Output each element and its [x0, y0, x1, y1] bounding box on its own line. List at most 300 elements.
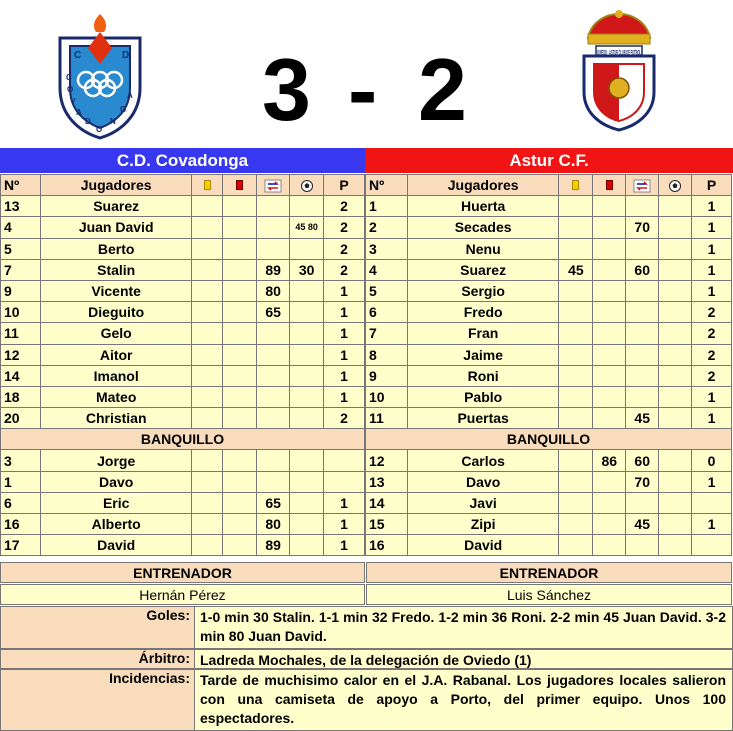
- goal-minute: [659, 471, 692, 492]
- player-number: 6: [1, 492, 41, 513]
- points-header: P: [692, 175, 732, 196]
- table-row: [1, 535, 365, 556]
- score-separator: -: [348, 40, 378, 139]
- player-name: Carlos: [407, 450, 559, 471]
- bench-label: BANQUILLO: [366, 429, 732, 450]
- red-card-minute: [593, 196, 626, 217]
- player-number: 4: [1, 217, 41, 238]
- home-score: 3: [262, 40, 311, 139]
- red-header: [593, 175, 626, 196]
- goal-minute: [659, 323, 692, 344]
- substitution-icon: [634, 180, 650, 192]
- red-card-minute: [593, 514, 626, 535]
- astur-crest-icon: [578, 8, 660, 133]
- red-card-minute: [593, 386, 626, 407]
- player-number: 9: [366, 365, 408, 386]
- yellow-card-minute: [192, 492, 223, 513]
- yellow-card-minute: [192, 323, 223, 344]
- away-roster-table: [365, 174, 732, 556]
- yellow-card-minute: [192, 535, 223, 556]
- goal-minute: [290, 323, 324, 344]
- table-row: [366, 471, 732, 492]
- player-name: Javi: [407, 492, 559, 513]
- player-number: 8: [366, 344, 408, 365]
- home-coach-name: Hernán Pérez: [0, 584, 365, 605]
- player-name: Stalin: [40, 259, 192, 280]
- table-row: [1, 386, 365, 407]
- substitution-minute: [626, 323, 659, 344]
- yellow-card-minute: [192, 302, 223, 323]
- table-row: [1, 196, 365, 217]
- table-row: [1, 238, 365, 259]
- red-card-minute: [223, 344, 257, 365]
- player-number: 4: [366, 259, 408, 280]
- substitution-minute: [257, 386, 290, 407]
- yellow-card-icon: [572, 180, 579, 190]
- player-name: Roni: [407, 365, 559, 386]
- red-card-minute: [223, 196, 257, 217]
- player-name: David: [407, 535, 559, 556]
- goal-minute: [659, 535, 692, 556]
- crest-letter: A: [76, 108, 82, 117]
- substitution-minute: [626, 302, 659, 323]
- goal-minute: [290, 408, 324, 429]
- table-row: [1, 280, 365, 301]
- goal-minute: [659, 302, 692, 323]
- player-number: 6: [366, 302, 408, 323]
- goal-minute: [659, 259, 692, 280]
- yellow-card-minute: [192, 471, 223, 492]
- player-name: Davo: [407, 471, 559, 492]
- substitution-minute: 45: [626, 408, 659, 429]
- table-row: [366, 450, 732, 471]
- player-points: 2: [692, 344, 732, 365]
- yellow-card-minute: [559, 471, 593, 492]
- yellow-card-minute: [559, 344, 593, 365]
- table-row: [1, 365, 365, 386]
- player-name: Juan David: [40, 217, 192, 238]
- goal-minute: [290, 514, 324, 535]
- crest-letter: C: [74, 50, 82, 61]
- number-header: Nº: [366, 175, 408, 196]
- player-number: 17: [1, 535, 41, 556]
- player-number: 10: [1, 302, 41, 323]
- player-number: 7: [1, 259, 41, 280]
- crest-text: OVIEDO · ASTUR CLUB DE FUTBOL: [597, 50, 642, 57]
- number-header: Nº: [1, 175, 41, 196]
- table-row: [1, 514, 365, 535]
- goal-minute: [659, 365, 692, 386]
- substitution-minute: 45: [626, 514, 659, 535]
- table-row: [366, 492, 732, 513]
- substitution-minute: [257, 365, 290, 386]
- substitution-minute: 70: [626, 217, 659, 238]
- away-score: 2: [418, 40, 467, 139]
- player-number: 10: [366, 386, 408, 407]
- table-row: [366, 323, 732, 344]
- table-row: [1, 492, 365, 513]
- yellow-card-minute: [559, 196, 593, 217]
- yellow-card-minute: [559, 302, 593, 323]
- substitution-minute: [626, 535, 659, 556]
- yellow-card-minute: [559, 280, 593, 301]
- points-header: P: [324, 175, 365, 196]
- referee-row: [0, 649, 733, 669]
- player-points: 1: [692, 196, 732, 217]
- substitution-minute: 89: [257, 535, 290, 556]
- player-name: Berto: [40, 238, 192, 259]
- player-number: 13: [1, 196, 41, 217]
- substitution-minute: [626, 386, 659, 407]
- player-name: Suarez: [40, 196, 192, 217]
- player-points: 1: [324, 535, 365, 556]
- player-number: 16: [1, 514, 41, 535]
- player-points: 2: [692, 365, 732, 386]
- match-header: [0, 0, 733, 147]
- player-points: [324, 450, 365, 471]
- player-points: 1: [692, 514, 732, 535]
- goal-minute: [290, 471, 324, 492]
- player-points: 1: [692, 238, 732, 259]
- yellow-card-minute: [559, 535, 593, 556]
- player-number: 13: [366, 471, 408, 492]
- incidents-label: Incidencias:: [1, 670, 195, 730]
- yellow-card-minute: [192, 217, 223, 238]
- substitution-minute: 80: [257, 514, 290, 535]
- yellow-card-icon: [204, 180, 211, 190]
- player-number: 5: [366, 280, 408, 301]
- player-name: Davo: [40, 471, 192, 492]
- player-name: David: [40, 535, 192, 556]
- player-number: 18: [1, 386, 41, 407]
- substitution-minute: [257, 196, 290, 217]
- player-name: Gelo: [40, 323, 192, 344]
- player-points: 1: [324, 492, 365, 513]
- player-points: 1: [324, 302, 365, 323]
- red-card-minute: [593, 365, 626, 386]
- table-row: [1, 217, 365, 238]
- substitution-minute: [257, 450, 290, 471]
- player-name: Secades: [407, 217, 559, 238]
- player-name: Pablo: [407, 386, 559, 407]
- table-row: [366, 217, 732, 238]
- table-row: [366, 302, 732, 323]
- substitution-minute: 60: [626, 259, 659, 280]
- yellow-card-minute: [559, 323, 593, 344]
- substitution-minute: 60: [626, 450, 659, 471]
- player-points: 1: [324, 280, 365, 301]
- red-card-minute: 86: [593, 450, 626, 471]
- player-points: 1: [324, 344, 365, 365]
- goal-minute: [659, 492, 692, 513]
- yellow-card-minute: [192, 386, 223, 407]
- goal-minute: [290, 365, 324, 386]
- goal-minute: [290, 280, 324, 301]
- player-name: Christian: [40, 408, 192, 429]
- table-row: [366, 535, 732, 556]
- red-card-minute: [593, 535, 626, 556]
- red-card-minute: [223, 217, 257, 238]
- yellow-card-minute: [192, 196, 223, 217]
- player-points: 2: [324, 408, 365, 429]
- red-card-minute: [593, 323, 626, 344]
- player-points: 1: [692, 386, 732, 407]
- goal-minute: [290, 535, 324, 556]
- player-points: 1: [324, 365, 365, 386]
- covadonga-crest-icon: [52, 8, 148, 140]
- player-points: 1: [692, 280, 732, 301]
- yellow-card-minute: 45: [559, 259, 593, 280]
- substitution-minute: [257, 471, 290, 492]
- table-row: [366, 514, 732, 535]
- crest-letter: C: [66, 73, 72, 82]
- yellow-card-minute: [192, 450, 223, 471]
- goal-minute: [290, 196, 324, 217]
- table-row: [366, 259, 732, 280]
- player-number: 3: [1, 450, 41, 471]
- incidents-value: Tarde de muchisimo calor en el J.A. Rabanal. Los jugadores locales salieron con una camiseta de apoyo a Porto, del primer equipo. Unos 100 espectadores.: [200, 672, 726, 726]
- goal-minute: 30: [290, 259, 324, 280]
- player-number: 9: [1, 280, 41, 301]
- player-name: Alberto: [40, 514, 192, 535]
- player-name: Suarez: [407, 259, 559, 280]
- goal-minute: [290, 386, 324, 407]
- red-card-minute: [593, 471, 626, 492]
- table-row: [1, 344, 365, 365]
- table-row: [366, 238, 732, 259]
- substitution-minute: [626, 238, 659, 259]
- player-name: Huerta: [407, 196, 559, 217]
- yellow-card-minute: [559, 514, 593, 535]
- red-card-minute: [223, 323, 257, 344]
- substitution-icon: [265, 180, 281, 192]
- ball-icon: [669, 180, 681, 192]
- bench-header-row: [1, 429, 365, 450]
- red-card-minute: [593, 217, 626, 238]
- substitution-minute: [257, 344, 290, 365]
- yellow-card-minute: [192, 259, 223, 280]
- away-coach-name: Luis Sánchez: [366, 584, 732, 605]
- table-row: [366, 365, 732, 386]
- player-name: Nenu: [407, 238, 559, 259]
- goals-row: [0, 606, 733, 649]
- table-row: [1, 259, 365, 280]
- yellow-card-minute: [559, 408, 593, 429]
- goals-label: Goles:: [1, 607, 195, 648]
- yellow-card-minute: [559, 492, 593, 513]
- red-header: [223, 175, 257, 196]
- player-number: 11: [366, 408, 408, 429]
- player-number: 7: [366, 323, 408, 344]
- player-number: 14: [366, 492, 408, 513]
- player-points: 2: [692, 302, 732, 323]
- goal-minute: [659, 280, 692, 301]
- red-card-minute: [223, 514, 257, 535]
- away-team-name: Astur C.F.: [365, 148, 733, 173]
- goal-minute: [290, 302, 324, 323]
- sub-header: [257, 175, 290, 196]
- player-points: 1: [324, 323, 365, 344]
- player-number: 12: [366, 450, 408, 471]
- goal-minute: 45 80: [290, 217, 324, 238]
- player-points: 0: [692, 450, 732, 471]
- player-name: Sergio: [407, 280, 559, 301]
- substitution-minute: [626, 344, 659, 365]
- goal-minute: [659, 217, 692, 238]
- player-number: 16: [366, 535, 408, 556]
- substitution-minute: [626, 196, 659, 217]
- player-points: 2: [324, 259, 365, 280]
- yellow-card-minute: [192, 365, 223, 386]
- player-points: 1: [692, 471, 732, 492]
- home-coach-label: ENTRENADOR: [0, 562, 365, 583]
- player-points: 1: [692, 217, 732, 238]
- red-card-minute: [223, 450, 257, 471]
- red-card-minute: [223, 238, 257, 259]
- crest-letter: V: [70, 97, 76, 106]
- table-row: [1, 323, 365, 344]
- table-row: [1, 408, 365, 429]
- incidents-row: [0, 669, 733, 731]
- player-number: 2: [366, 217, 408, 238]
- substitution-minute: [257, 238, 290, 259]
- player-name: Puertas: [407, 408, 559, 429]
- table-row: [1, 450, 365, 471]
- goal-minute: [659, 408, 692, 429]
- goal-minute: [659, 196, 692, 217]
- yellow-card-minute: [192, 408, 223, 429]
- red-card-minute: [223, 386, 257, 407]
- crest-letter: D: [85, 117, 91, 126]
- yellow-header: [559, 175, 593, 196]
- crest-letter: O: [96, 125, 103, 134]
- player-points: 1: [324, 386, 365, 407]
- player-points: 1: [692, 408, 732, 429]
- away-coach-label: ENTRENADOR: [366, 562, 732, 583]
- player-number: 12: [1, 344, 41, 365]
- yellow-card-minute: [559, 365, 593, 386]
- player-points: [692, 492, 732, 513]
- yellow-card-minute: [559, 450, 593, 471]
- red-card-minute: [223, 280, 257, 301]
- referee-label: Árbitro:: [1, 650, 195, 668]
- player-number: 20: [1, 408, 41, 429]
- player-name: Fredo: [407, 302, 559, 323]
- player-points: 2: [324, 238, 365, 259]
- red-card-minute: [593, 280, 626, 301]
- goal-header: [659, 175, 692, 196]
- substitution-minute: [257, 323, 290, 344]
- player-points: 1: [324, 514, 365, 535]
- red-card-minute: [593, 238, 626, 259]
- player-name: Dieguito: [40, 302, 192, 323]
- goal-minute: [290, 492, 324, 513]
- red-card-minute: [223, 492, 257, 513]
- yellow-header: [192, 175, 223, 196]
- crest-letter: N: [110, 117, 116, 126]
- red-card-minute: [223, 365, 257, 386]
- yellow-card-minute: [559, 238, 593, 259]
- red-card-minute: [593, 492, 626, 513]
- crest-letter: G: [120, 105, 127, 114]
- red-card-icon: [606, 180, 613, 190]
- player-name: Eric: [40, 492, 192, 513]
- table-row: [366, 280, 732, 301]
- home-team-name: C.D. Covadonga: [0, 148, 365, 173]
- yellow-card-minute: [192, 280, 223, 301]
- player-number: 15: [366, 514, 408, 535]
- sub-header: [626, 175, 659, 196]
- yellow-card-minute: [192, 344, 223, 365]
- player-number: 1: [1, 471, 41, 492]
- substitution-minute: 89: [257, 259, 290, 280]
- table-row: [1, 471, 365, 492]
- player-points: 2: [324, 217, 365, 238]
- substitution-minute: [257, 408, 290, 429]
- yellow-card-minute: [192, 514, 223, 535]
- substitution-minute: [257, 217, 290, 238]
- player-points: [692, 535, 732, 556]
- bench-header-row: [366, 429, 732, 450]
- player-number: 1: [366, 196, 408, 217]
- player-points: 2: [692, 323, 732, 344]
- goal-minute: [659, 450, 692, 471]
- substitution-minute: 70: [626, 471, 659, 492]
- goals-value: 1-0 min 30 Stalin. 1-1 min 32 Fredo. 1-2 min 36 Roni. 2-2 min 45 Juan David. 3-2 min 80 Juan David.: [200, 609, 726, 644]
- player-name: Imanol: [40, 365, 192, 386]
- player-name: Mateo: [40, 386, 192, 407]
- crest-letter: D: [122, 50, 130, 61]
- substitution-minute: 65: [257, 492, 290, 513]
- player-name: Fran: [407, 323, 559, 344]
- table-header-row: [366, 175, 732, 196]
- home-roster-table: [0, 174, 365, 556]
- goal-header: [290, 175, 324, 196]
- substitution-minute: [626, 280, 659, 301]
- table-row: [366, 196, 732, 217]
- player-name: Zipi: [407, 514, 559, 535]
- goal-minute: [290, 450, 324, 471]
- goal-minute: [290, 344, 324, 365]
- red-card-minute: [593, 302, 626, 323]
- crest-letter: A: [127, 91, 133, 100]
- player-name: Aitor: [40, 344, 192, 365]
- goal-minute: [659, 514, 692, 535]
- table-header-row: [1, 175, 365, 196]
- bench-label: BANQUILLO: [1, 429, 365, 450]
- player-number: 14: [1, 365, 41, 386]
- player-name: Vicente: [40, 280, 192, 301]
- players-header: Jugadores: [40, 175, 192, 196]
- yellow-card-minute: [559, 217, 593, 238]
- red-card-minute: [223, 471, 257, 492]
- table-row: [366, 386, 732, 407]
- substitution-minute: 80: [257, 280, 290, 301]
- substitution-minute: [626, 365, 659, 386]
- goal-minute: [290, 238, 324, 259]
- table-row: [366, 344, 732, 365]
- substitution-minute: 65: [257, 302, 290, 323]
- red-card-minute: [223, 535, 257, 556]
- goal-minute: [659, 344, 692, 365]
- player-number: 11: [1, 323, 41, 344]
- player-number: 5: [1, 238, 41, 259]
- player-points: 1: [692, 259, 732, 280]
- red-card-minute: [223, 259, 257, 280]
- ball-icon: [301, 180, 313, 192]
- red-card-minute: [223, 302, 257, 323]
- yellow-card-minute: [192, 238, 223, 259]
